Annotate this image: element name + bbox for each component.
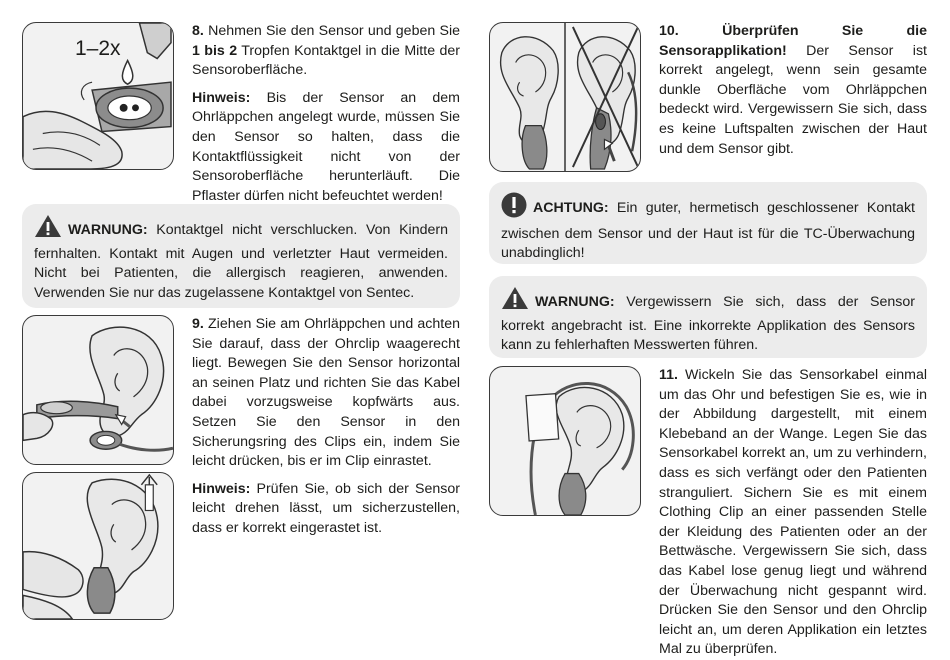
step10-instruction (659, 22, 927, 159)
step8-hint-text: Bis der Sensor an dem Ohrläppchen angelegt wurde, müssen Sie den Sensor so halten, dass die Kontaktflüssigkeit nicht von der Sensoroberfläche herunterläuft. Die Pflaster dürfen nicht befeuchtet werden! (192, 89, 460, 204)
step8-text-a: Nehmen Sie den Sensor und geben Sie (203, 23, 460, 39)
step9-number: 9. (192, 316, 204, 332)
step10-number: 10. (659, 23, 679, 39)
warning-box-sensor (489, 276, 927, 358)
caution-text: Ein guter, hermetisch geschlossener Kontakt zwischen dem Sensor und der Haut ist für die TC-Überwachung unabdinglich! (501, 200, 915, 262)
ear-clip-insert-illustration (23, 316, 173, 464)
step8-text-c: Tropfen Kontaktgel in die Mitte der Sensoroberfläche. (192, 42, 461, 79)
step8-drop-amount: 1 bis 2 (192, 42, 238, 59)
step9-hint (192, 480, 460, 539)
step9-instruction (192, 315, 460, 472)
ear-clip-attached-illustration (23, 473, 173, 619)
step8-hint (192, 89, 460, 207)
step11-body: Wickeln Sie das Sensorkabel einmal um das Ohr und befestigen Sie es, wie in der Abbildung dargestellt, mit einem Klebeband an der Wange. Legen Sie das Sensorkabel korrekt an, um zu verhindern, dass es sich verfängt oder den Patienten stranguliert. Sichern Sie es mit einem Clothing Clip an einer passenden Stelle der Kleidung des Patienten oder an der Bettwäsche. Vergewissern Sie sich, dass das Kabel lose genug liegt und während der Überwachung nicht gespannt wird. Drücken Sie den Sensor und den Ohrclip leicht an, um deren Applikation ein letztes Mal zu überprüfen. (659, 367, 927, 658)
cable-taped-to-cheek-illustration (490, 367, 640, 515)
step9-text (192, 315, 460, 539)
correct-incorrect-application-illustration (490, 23, 640, 171)
warning2-label: WARNUNG: (535, 294, 615, 310)
step10-body: Der Sensor ist korrekt angelegt, wenn sein gesamte dunkle Oberfläche vom Ohrläppchen bedeckt wird. Vergewissern Sie sich, dass es keine Luftspalten zwischen der Haut und dem Sensor gibt. (659, 42, 927, 157)
warning1-text: Kontaktgel nicht verschlucken. Von Kindern fernhalten. Kontakt mit Augen und verletzter Haut vermeiden. Nicht bei Patienten, die allergisch reagieren, anwenden. Verwenden Sie nur das zugelassene Kontaktgel von Sentec. (34, 222, 448, 301)
step10-heading: Überprüfen Sie die Sensorapplikation! (659, 23, 927, 59)
step8-hint-label: Hinweis: (192, 89, 251, 106)
drop-count-label: 1–2x (75, 37, 121, 60)
step8-text (192, 22, 460, 206)
warning2-text: Vergewissern Sie sich, dass der Sensor korrekt angebracht ist. Eine inkorrekte Applikation des Sensors kann zu fehlerhaften Messwerten führen. (501, 294, 915, 354)
step11-instruction (659, 366, 927, 660)
step8-number: 8. (192, 23, 204, 39)
step8-instruction (192, 22, 460, 81)
step9-hint-label: Hinweis: (192, 480, 251, 497)
warning-icon (501, 286, 529, 317)
warning-box-gel (22, 204, 460, 308)
figure-step9-insert-sensor (22, 315, 174, 465)
step11-number: 11. (659, 367, 678, 383)
step11-text (659, 366, 927, 660)
caution-icon (501, 192, 527, 225)
step10-text (659, 22, 927, 159)
figure-step8-gel-drops (22, 22, 174, 170)
figure-step9-clip-on-ear (22, 472, 174, 620)
warning-icon (34, 214, 62, 245)
warning1-label: WARNUNG: (68, 222, 148, 238)
figure-step11-cable-routing (489, 366, 641, 516)
step9-hint-text: Prüfen Sie, ob sich der Sensor leicht drehen lässt, um sicherzustellen, dass er korrekt eingerastet ist. (192, 480, 460, 536)
caution-box-contact (489, 182, 927, 264)
figure-step10-check-application (489, 22, 641, 172)
caution-label: ACHTUNG: (533, 200, 609, 216)
step9-body: Ziehen Sie am Ohrläppchen und achten Sie darauf, dass der Ohrclip waagerecht liegt. Bewegen Sie den Sensor horizontal an seinen Platz und richten Sie das Kabel dabei vorzugsweise kopfwärts aus. Setzen Sie den Sensor in den Sicherungsring des Clips ein, indem Sie leicht drücken, bis er im Clip einrastet. (192, 316, 460, 470)
